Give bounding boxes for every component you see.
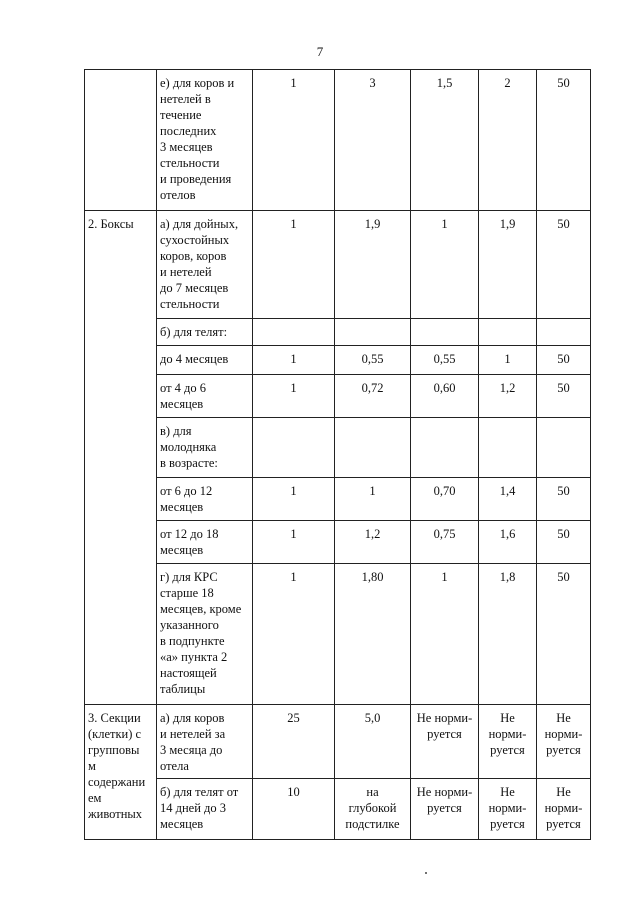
value-cell: 50 bbox=[537, 70, 591, 211]
table-row bbox=[85, 211, 591, 319]
description-cell: от 6 до 12 месяцев bbox=[157, 478, 253, 521]
value-cell: 1 bbox=[411, 211, 479, 319]
value-cell: 0,55 bbox=[411, 346, 479, 375]
value-cell: 1 bbox=[253, 521, 335, 564]
value-cell: 50 bbox=[537, 346, 591, 375]
value-cell: 1,9 bbox=[479, 211, 537, 319]
table-row bbox=[85, 375, 591, 418]
scan-speck bbox=[425, 872, 427, 874]
value-cell: Не норми- руется bbox=[479, 779, 537, 840]
value-cell: 1,9 bbox=[335, 211, 411, 319]
table-row bbox=[85, 319, 591, 346]
table-row bbox=[85, 564, 591, 705]
value-cell: 1,6 bbox=[479, 521, 537, 564]
value-cell: 1 bbox=[253, 478, 335, 521]
value-cell: 50 bbox=[537, 478, 591, 521]
value-cell: 1,5 bbox=[411, 70, 479, 211]
value-cell: Не норми- руется bbox=[411, 779, 479, 840]
value-cell: на глубокой подстилке bbox=[335, 779, 411, 840]
value-cell: Не норми- руется bbox=[537, 705, 591, 779]
value-cell: 50 bbox=[537, 521, 591, 564]
norms-table bbox=[84, 69, 591, 840]
table-row bbox=[85, 705, 591, 779]
value-cell: 1 bbox=[253, 211, 335, 319]
description-cell: от 12 до 18 месяцев bbox=[157, 521, 253, 564]
value-cell bbox=[479, 418, 537, 478]
value-cell bbox=[479, 319, 537, 346]
value-cell: 1,2 bbox=[335, 521, 411, 564]
description-cell: г) для КРС старше 18 месяцев, кроме указанного в подпункте «а» пункта 2 настоящей таблицы bbox=[157, 564, 253, 705]
value-cell: 0,55 bbox=[335, 346, 411, 375]
value-cell bbox=[411, 319, 479, 346]
value-cell bbox=[335, 319, 411, 346]
value-cell bbox=[537, 319, 591, 346]
value-cell: 50 bbox=[537, 564, 591, 705]
value-cell: Не норми- руется bbox=[537, 779, 591, 840]
value-cell: 1 bbox=[253, 346, 335, 375]
table-row bbox=[85, 70, 591, 211]
description-cell: а) для дойных, сухостойных коров, коров и нетелей до 7 месяцев стельности bbox=[157, 211, 253, 319]
value-cell bbox=[411, 418, 479, 478]
value-cell bbox=[253, 319, 335, 346]
value-cell: 1 bbox=[253, 564, 335, 705]
value-cell: 1,8 bbox=[479, 564, 537, 705]
value-cell: 1,4 bbox=[479, 478, 537, 521]
page-number: 7 bbox=[316, 44, 324, 59]
value-cell: 1,80 bbox=[335, 564, 411, 705]
category-cell bbox=[85, 70, 157, 211]
value-cell: 2 bbox=[479, 70, 537, 211]
value-cell: 1 bbox=[479, 346, 537, 375]
value-cell bbox=[335, 418, 411, 478]
value-cell: 1 bbox=[335, 478, 411, 521]
value-cell: 50 bbox=[537, 375, 591, 418]
value-cell: 25 bbox=[253, 705, 335, 779]
value-cell: 10 bbox=[253, 779, 335, 840]
value-cell: 1 bbox=[253, 375, 335, 418]
value-cell: 0,70 bbox=[411, 478, 479, 521]
value-cell: 1,2 bbox=[479, 375, 537, 418]
value-cell: Не норми- руется bbox=[479, 705, 537, 779]
description-cell: б) для телят: bbox=[157, 319, 253, 346]
description-cell: б) для телят от 14 дней до 3 месяцев bbox=[157, 779, 253, 840]
value-cell: 1 bbox=[253, 70, 335, 211]
category-cell: 3. Секции (клетки) с групповы м содержани ем животных bbox=[85, 705, 157, 840]
value-cell: 5,0 bbox=[335, 705, 411, 779]
value-cell: 0,60 bbox=[411, 375, 479, 418]
table-row bbox=[85, 346, 591, 375]
value-cell: 0,75 bbox=[411, 521, 479, 564]
table-row bbox=[85, 418, 591, 478]
value-cell: 3 bbox=[335, 70, 411, 211]
value-cell: 50 bbox=[537, 211, 591, 319]
description-cell: до 4 месяцев bbox=[157, 346, 253, 375]
description-cell: а) для коров и нетелей за 3 месяца до отела bbox=[157, 705, 253, 779]
table-row bbox=[85, 521, 591, 564]
value-cell: 0,72 bbox=[335, 375, 411, 418]
table-row bbox=[85, 779, 591, 840]
description-cell: в) для молодняка в возрасте: bbox=[157, 418, 253, 478]
value-cell: 1 bbox=[411, 564, 479, 705]
table-row bbox=[85, 478, 591, 521]
category-cell: 2. Боксы bbox=[85, 211, 157, 705]
description-cell: е) для коров и нетелей в течение последних 3 месяцев стельности и проведения отелов bbox=[157, 70, 253, 211]
value-cell bbox=[253, 418, 335, 478]
value-cell bbox=[537, 418, 591, 478]
description-cell: от 4 до 6 месяцев bbox=[157, 375, 253, 418]
value-cell: Не норми- руется bbox=[411, 705, 479, 779]
